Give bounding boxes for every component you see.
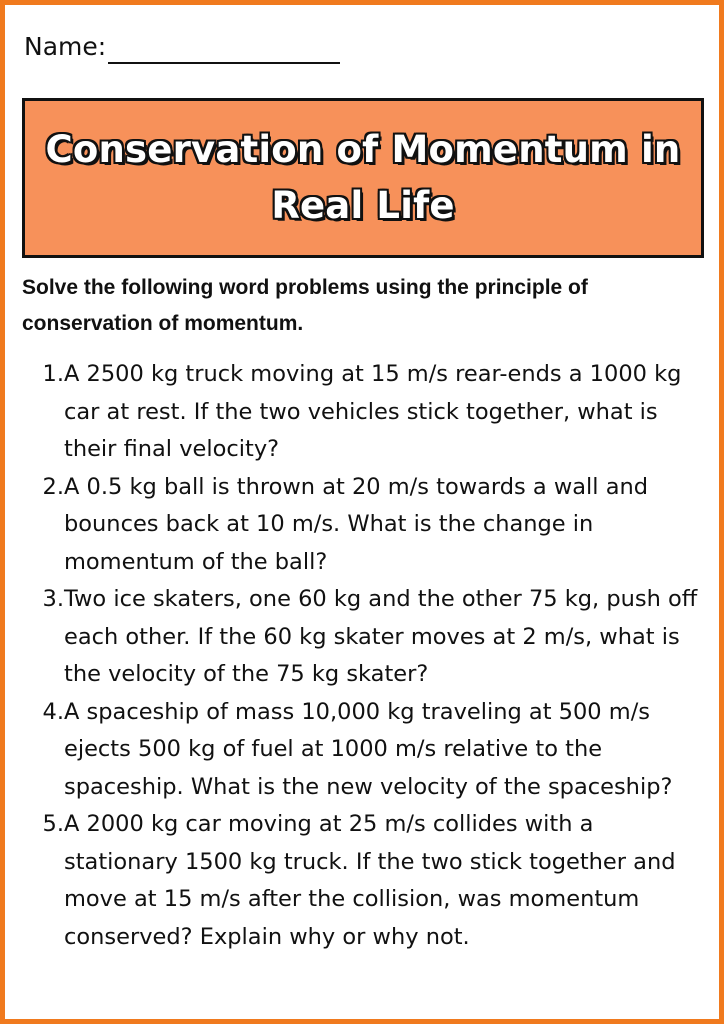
problem-number: 4. — [42, 698, 64, 725]
problem-number: 1. — [42, 361, 64, 387]
problem-number: 5. — [42, 811, 64, 837]
instructions: Solve the following word problems using the principle of conservation of momentum. — [22, 276, 588, 335]
problem-item — [30, 806, 700, 956]
problem-text: A spaceship of mass 10,000 kg traveling at 500 m/s ejects 500 kg of fuel at 1000 m/s relative to the spaceship. What is the new velocity of the spaceship? — [64, 698, 673, 800]
name-blank-line[interactable] — [108, 36, 340, 64]
problem-number: 2. — [42, 473, 64, 500]
problem-text: Two ice skaters, one 60 kg and the other 75 kg, push off each other. If the 60 kg skater moves at 2 m/s, what is the velocity of the 75 kg skater? — [64, 586, 698, 687]
problem-item — [30, 694, 700, 807]
problem-list — [30, 356, 700, 956]
name-field — [24, 30, 340, 64]
title-banner — [22, 98, 704, 258]
problem-number: 3. — [42, 586, 64, 612]
name-label: Name: — [24, 32, 107, 61]
problem-text: A 2000 kg car moving at 25 m/s collides with a stationary 1500 kg truck. If the two stick together and move at 15 m/s after the collision, was momentum conserved? Explain why or why not. — [64, 811, 676, 950]
problem-item — [30, 581, 700, 694]
problem-item — [30, 469, 700, 582]
worksheet-title: Conservation of Momentum in Real Life — [45, 128, 681, 227]
problem-text: A 0.5 kg ball is thrown at 20 m/s towards a wall and bounces back at 10 m/s. What is the change in momentum of the ball? — [64, 473, 649, 575]
problem-item — [30, 356, 700, 469]
problem-text: A 2500 kg truck moving at 15 m/s rear-ends a 1000 kg car at rest. If the two vehicles stick together, what is their final velocity? — [64, 361, 682, 462]
